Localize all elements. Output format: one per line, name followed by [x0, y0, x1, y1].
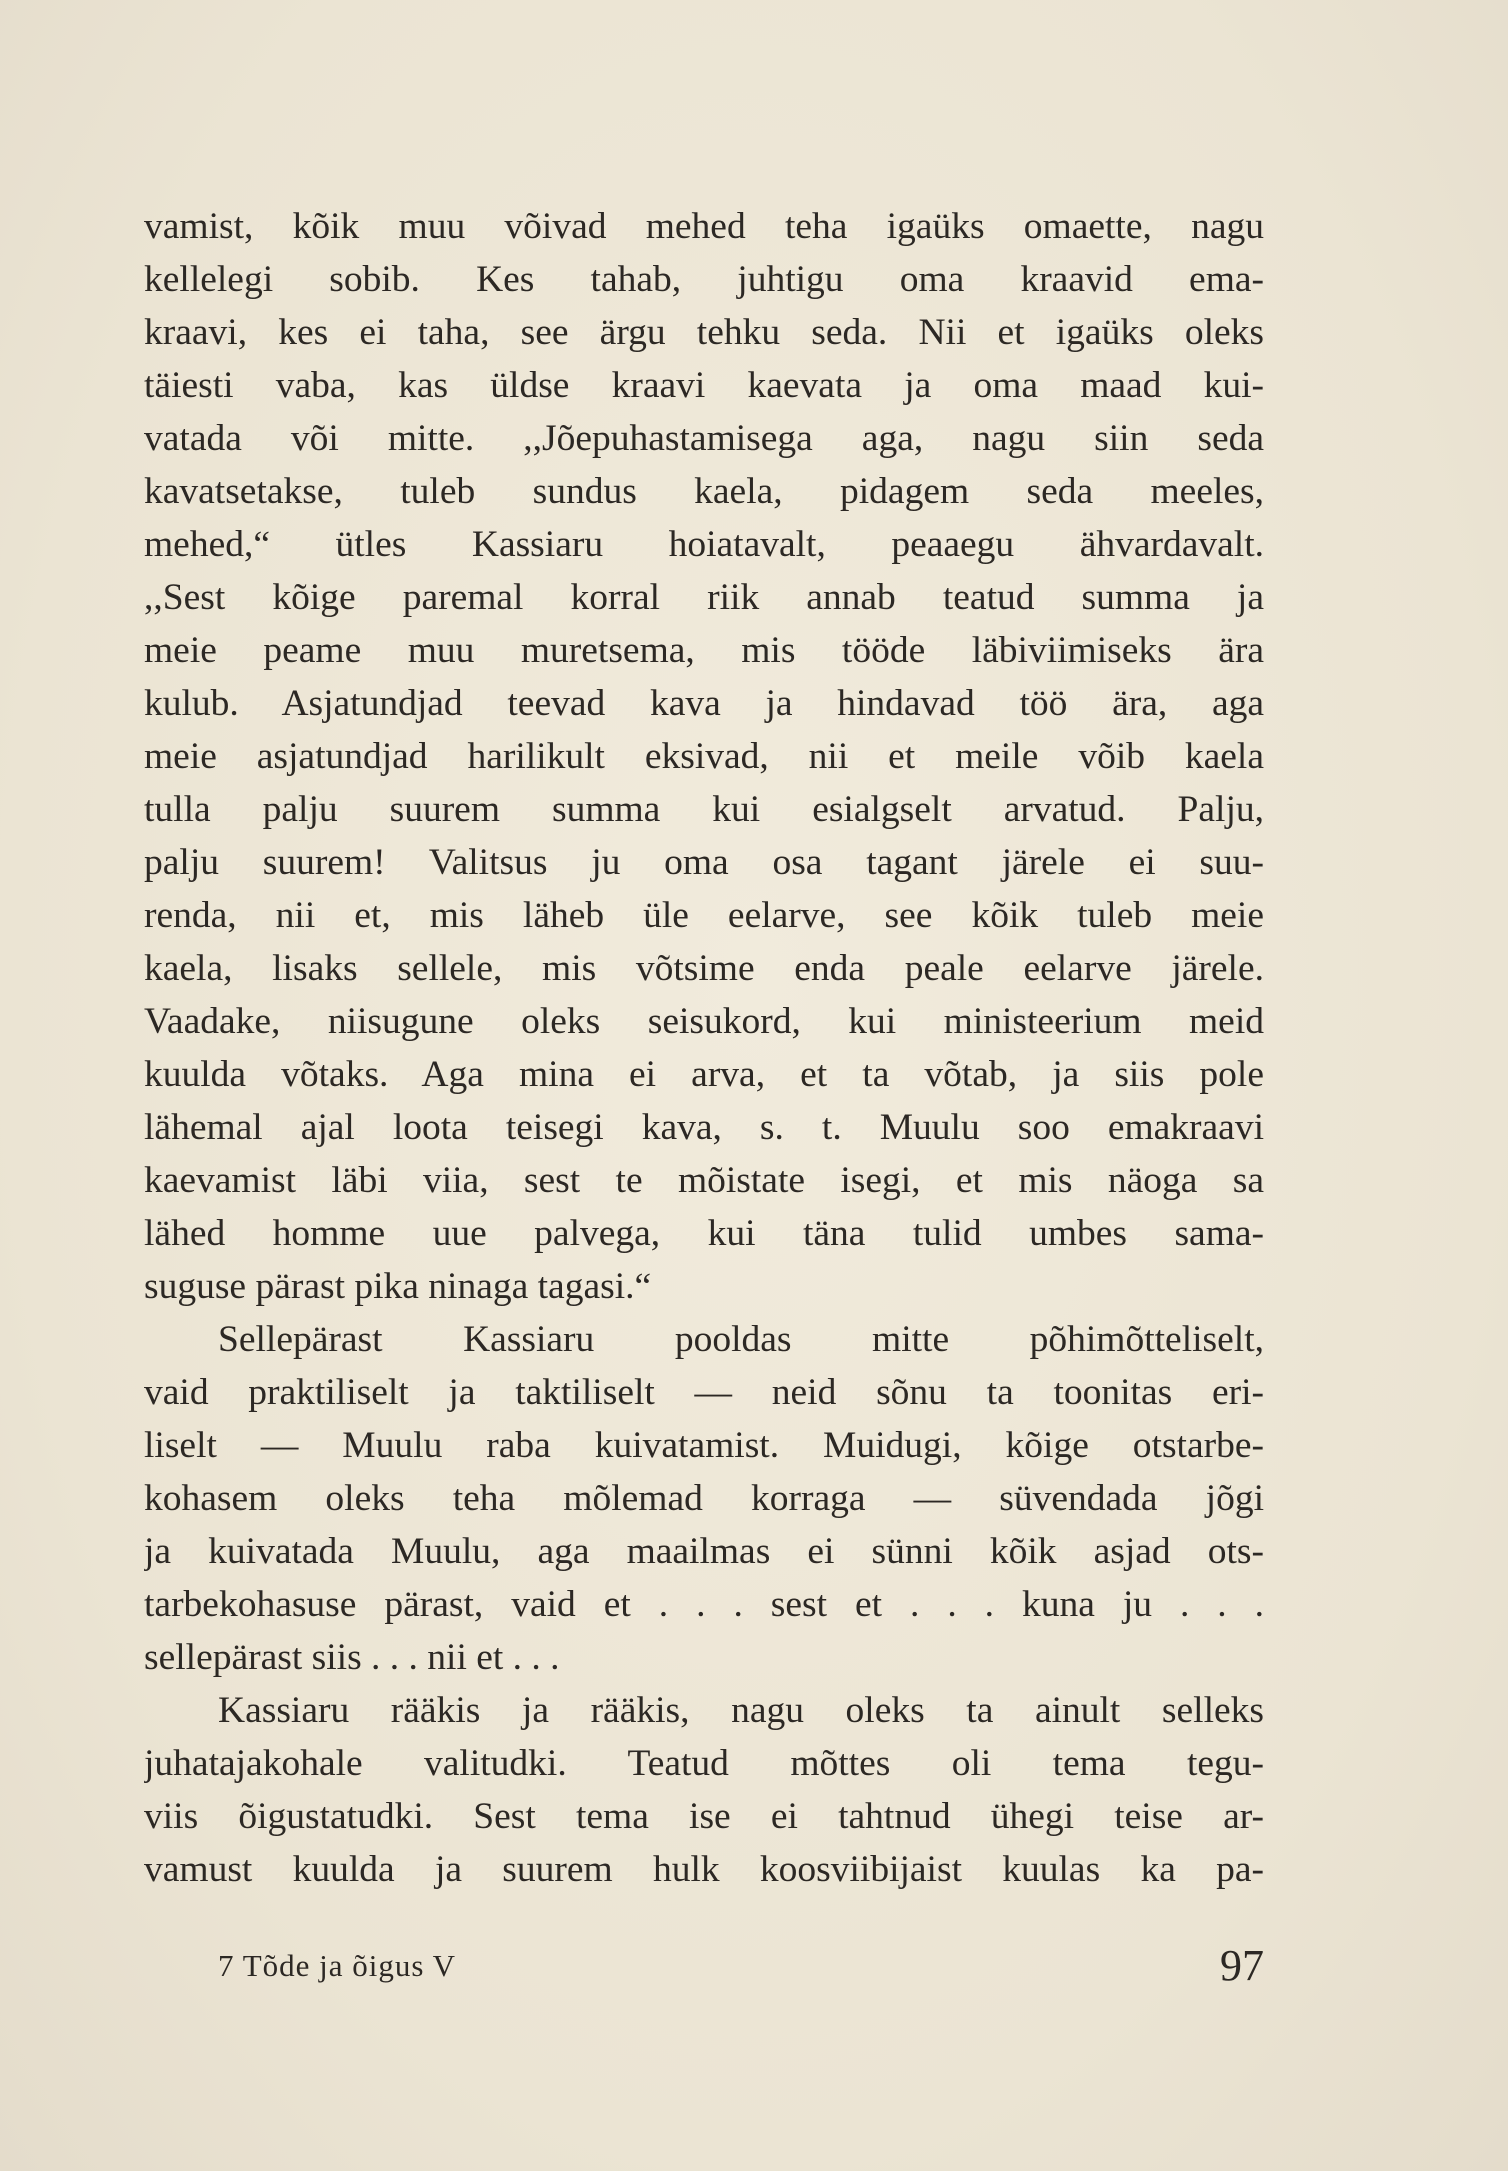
- text-line: kaela, lisaks sellele, mis võtsime enda peale eelarve järele.: [144, 948, 1264, 989]
- text-line: tarbekohasuse pärast, vaid et . . . sest et . . . kuna ju . . .: [144, 1584, 1264, 1625]
- text-line: vamust kuulda ja suurem hulk koosviibijaist kuulas ka pa-: [144, 1849, 1264, 1890]
- text-line: meie peame muu muretsema, mis tööde läbiviimiseks ära: [144, 630, 1264, 671]
- text-line: kulub. Asjatundjad teevad kava ja hindavad töö ära, aga: [144, 683, 1264, 724]
- page-footer: [218, 1940, 1264, 1996]
- text-line: palju suurem! Valitsus ju oma osa tagant järele ei suu-: [144, 842, 1264, 883]
- text-line: kuulda võtaks. Aga mina ei arva, et ta võtab, ja siis pole: [144, 1054, 1264, 1095]
- text-line: vaid praktiliselt ja taktiliselt — neid sõnu ta toonitas eri-: [144, 1372, 1264, 1413]
- text-line: liselt — Muulu raba kuivatamist. Muidugi, kõige otstarbe-: [144, 1425, 1264, 1466]
- text-line: ,,Sest kõige paremal korral riik annab teatud summa ja: [144, 577, 1264, 618]
- text-line: meie asjatundjad harilikult eksivad, nii et meile võib kaela: [144, 736, 1264, 777]
- paragraph-end-line: sellepärast siis . . . nii et . . .: [144, 1637, 560, 1678]
- paragraph-end-line: suguse pärast pika ninaga tagasi.“: [144, 1266, 652, 1307]
- page-number: 97: [1220, 1941, 1264, 1990]
- paragraph-start-line: Sellepärast Kassiaru pooldas mitte põhimõtteliselt,: [218, 1319, 1264, 1360]
- text-line: kraavi, kes ei taha, see ärgu tehku seda. Nii et igaüks oleks: [144, 312, 1264, 353]
- book-signature: 7 Tõde ja õigus V: [218, 1948, 457, 1983]
- body-text: [144, 200, 1264, 1896]
- text-line: vatada või mitte. ,,Jõepuhastamisega aga, nagu siin seda: [144, 418, 1264, 459]
- text-line: kaevamist läbi viia, sest te mõistate isegi, et mis näoga sa: [144, 1160, 1264, 1201]
- text-line: vamist, kõik muu võivad mehed teha igaüks omaette, nagu: [144, 206, 1264, 247]
- text-line: Vaadake, niisugune oleks seisukord, kui ministeerium meid: [144, 1001, 1264, 1042]
- text-line: tulla palju suurem summa kui esialgselt arvatud. Palju,: [144, 789, 1264, 830]
- text-line: kellelegi sobib. Kes tahab, juhtigu oma kraavid ema-: [144, 259, 1264, 300]
- text-line: kohasem oleks teha mõlemad korraga — süvendada jõgi: [144, 1478, 1264, 1519]
- text-line: täiesti vaba, kas üldse kraavi kaevata ja oma maad kui-: [144, 365, 1264, 406]
- text-line: kavatsetakse, tuleb sundus kaela, pidagem seda meeles,: [144, 471, 1264, 512]
- text-line: renda, nii et, mis läheb üle eelarve, see kõik tuleb meie: [144, 895, 1264, 936]
- paragraph-start-line: Kassiaru rääkis ja rääkis, nagu oleks ta ainult selleks: [218, 1690, 1264, 1731]
- text-line: juhatajakohale valitudki. Teatud mõttes oli tema tegu-: [144, 1743, 1264, 1784]
- text-line: viis õigustatudki. Sest tema ise ei tahtnud ühegi teise ar-: [144, 1796, 1264, 1837]
- text-line: mehed,“ ütles Kassiaru hoiatavalt, peaaegu ähvardavalt.: [144, 524, 1264, 565]
- text-line: lähemal ajal loota teisegi kava, s. t. Muulu soo emakraavi: [144, 1107, 1264, 1148]
- text-line: ja kuivatada Muulu, aga maailmas ei sünni kõik asjad ots-: [144, 1531, 1264, 1572]
- text-line: lähed homme uue palvega, kui täna tulid umbes sama-: [144, 1213, 1264, 1254]
